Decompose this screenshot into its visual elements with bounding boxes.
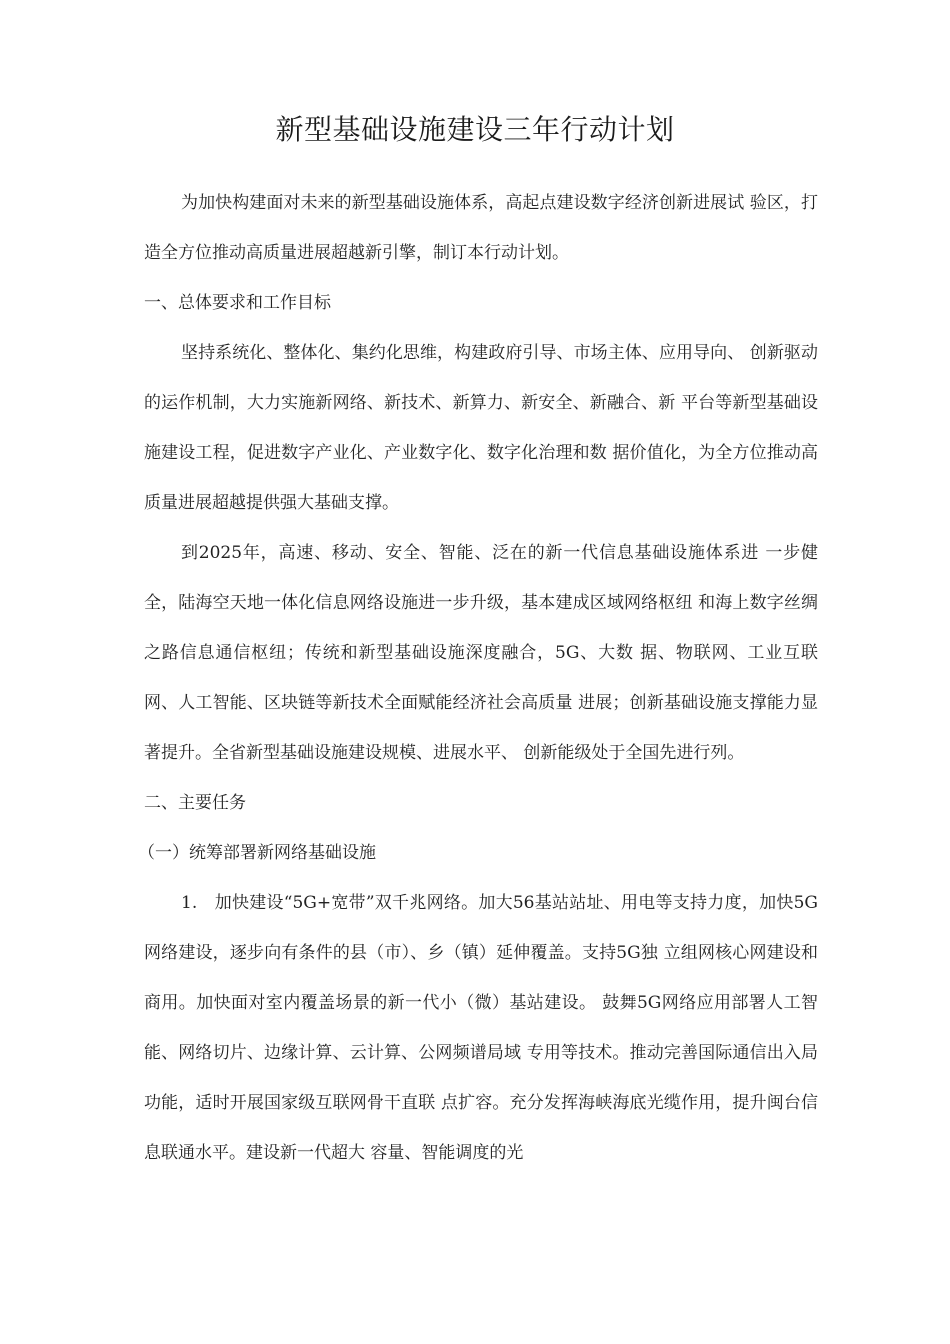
section-1-heading: 一、总体要求和工作目标 [144, 293, 331, 313]
subsection-1-heading: （一）统筹部署新网络基础设施 [138, 843, 376, 863]
intro-paragraph: 为加快构建面对未来的新型基础设施体系，高起点建设数字经济创新进展试 验区，打造全方位推动高质量进展超越新引擎，制订本行动计划。 [144, 193, 818, 263]
document-body [138, 178, 818, 1178]
task-item-1: 1. 加快建设“5G+宽带”双千兆网络。加大56基站站址、用电等支持力度，加快5G网络建设，逐步向有条件的县（市）、乡（镇）延伸覆盖。支持5G独 立组网核心网建设和商用。加快面对室内覆盖场景的新一代小（微）基站建设。 鼓舞5G网络应用部署人工智能、网络切片、边缘计算、云计算、公网频谱局域 专用等技术。推动完善国际通信出入局功能，适时开展国家级互联网骨干直联 点扩容。充分发挥海峡海底光缆作用，提升闽台信息联通水平。建设新一代超大 容量、智能调度的光 [144, 893, 818, 1163]
document-title: 新型基础设施建设三年行动计划 [275, 113, 675, 146]
section-2-heading: 二、主要任务 [144, 793, 246, 813]
section-1-paragraph-2: 到2025年，高速、移动、安全、智能、泛在的新一代信息基础设施体系进 一步健全，陆海空天地一体化信息网络设施进一步升级，基本建成区域网络枢纽 和海上数字丝绸之路信息通信枢纽；传统和新型基础设施深度融合，5G、大数 据、物联网、工业互联网、人工智能、区块链等新技术全面赋能经济社会高质量 进展；创新基础设施支撑能力显著提升。全省新型基础设施建设规模、进展水平、 创新能级处于全国先进行列。 [144, 543, 818, 763]
section-1-paragraph-1: 坚持系统化、整体化、集约化思维，构建政府引导、市场主体、应用导向、 创新驱动的运作机制，大力实施新网络、新技术、新算力、新安全、新融合、新 平台等新型基础设施建设工程，促进数字产业化、产业数字化、数字化治理和数 据价值化，为全方位推动高质量进展超越提供强大基础支撑。 [144, 343, 818, 513]
